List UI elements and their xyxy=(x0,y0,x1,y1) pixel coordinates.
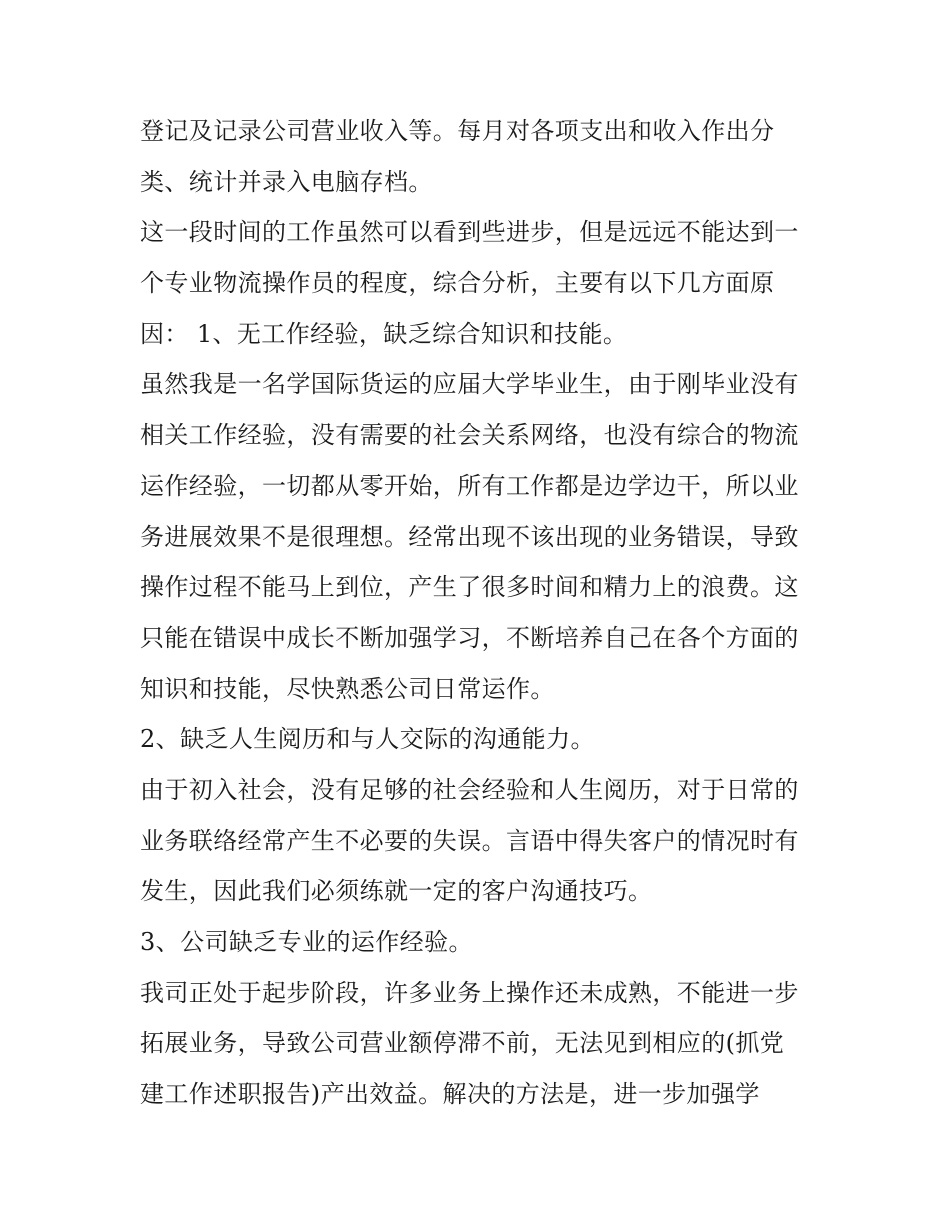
text-line-15: 业务联络经常产生不必要的失误。言语中得失客户的情况时有 xyxy=(140,826,799,855)
text-line-1: 登记及记录公司营业收入等。每月对各项支出和收入作出分 xyxy=(140,117,775,145)
document-body xyxy=(140,106,830,1120)
text-line-16: 发生，因此我们必须练就一定的客户沟通技巧。 xyxy=(140,877,653,906)
text-line-20: 建工作述职报告)产出效益。解决的方法是，进一步加强学 xyxy=(140,1080,760,1109)
text-line-18: 我司正处于起步阶段，许多业务上操作还未成熟，不能进一步 xyxy=(140,978,799,1007)
text-line-8: 运作经验，一切都从零开始，所有工作都是边学边干，所以业 xyxy=(140,471,799,500)
text-line-2: 类、统计并录入电脑存档。 xyxy=(140,167,433,196)
text-line-19: 拓展业务，导致公司营业额停滞不前，无法见到相应的(抓党 xyxy=(140,1029,785,1058)
text-line-7: 相关工作经验，没有需要的社会关系网络，也没有综合的物流 xyxy=(140,421,799,450)
text-line-13: 2、缺乏人生阅历和与人交际的沟通能力。 xyxy=(140,725,595,754)
text-line-17: 3、公司缺乏专业的运作经验。 xyxy=(140,928,473,956)
text-line-11: 只能在错误中成长不断加强学习，不断培养自己在各个方面的 xyxy=(140,623,799,652)
text-line-3: 这一段时间的工作虽然可以看到些进步，但是远远不能达到一 xyxy=(140,218,799,247)
text-line-5: 因： 1、无工作经验，缺乏综合知识和技能。 xyxy=(140,319,628,348)
text-line-6: 虽然我是一名学国际货运的应届大学毕业生，由于刚毕业没有 xyxy=(140,370,799,399)
text-line-14: 由于初入社会，没有足够的社会经验和人生阅历，对于日常的 xyxy=(140,775,799,804)
text-line-4: 个专业物流操作员的程度，综合分析，主要有以下几方面原 xyxy=(140,269,775,298)
text-line-9: 务进展效果不是很理想。经常出现不该出现的业务错误，导致 xyxy=(140,522,799,551)
text-line-12: 知识和技能，尽快熟悉公司日常运作。 xyxy=(140,674,555,703)
text-line-10: 操作过程不能马上到位，产生了很多时间和精力上的浪费。这 xyxy=(140,573,799,602)
